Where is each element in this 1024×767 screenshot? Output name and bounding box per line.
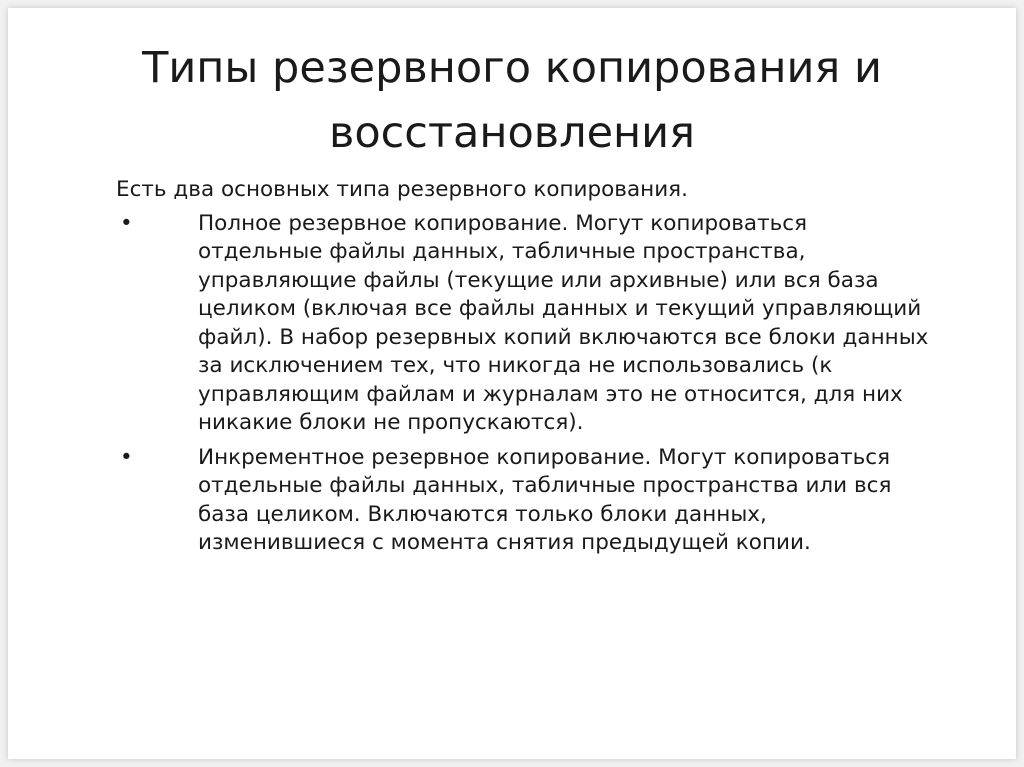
bullet-text-line: за исключением тех, что никогда не использовались (к — [198, 353, 833, 378]
slide-title: Типы резервного копирования и восстановления — [142, 43, 882, 158]
slide — [8, 8, 1016, 759]
bullet-text-line: Инкрементное резервное копирование. Могут копироваться — [198, 444, 891, 470]
bullet-text-line: Полное резервное копирование. Могут копироваться — [198, 210, 808, 236]
bullet-text-line: отдельные файлы данных, табличные пространства или вся — [198, 473, 892, 498]
bullet-text-line: целиком (включая все файлы данных и текущий управляющий — [198, 296, 922, 321]
bullet-text-line: отдельные файлы данных, табличные пространства, — [198, 239, 806, 264]
bullet-text-line: управляющие файлы (текущие или архивные) или вся база — [198, 267, 879, 293]
bullet-text-line: файл). В набор резервных копий включаются все блоки данных — [198, 324, 929, 350]
bullet-item-full-backup — [116, 210, 976, 438]
bullet-text-line: управляющим файлам и журналам это не относится, для них — [198, 381, 903, 407]
bullet-item-incremental-backup — [116, 444, 976, 558]
bullet-text-line: база целиком. Включаются только блоки данных, — [198, 501, 767, 527]
bullet-text-line: никакие блоки не пропускаются). — [198, 410, 584, 435]
bullet-list — [116, 210, 976, 558]
slide-body — [116, 176, 976, 564]
bullet-marker: • — [120, 210, 133, 236]
bullet-text-line: изменившиеся с момента снятия предыдущей копии. — [198, 530, 811, 555]
bullet-marker: • — [120, 444, 133, 470]
intro-text: Есть два основных типа резервного копирования. — [116, 177, 688, 202]
